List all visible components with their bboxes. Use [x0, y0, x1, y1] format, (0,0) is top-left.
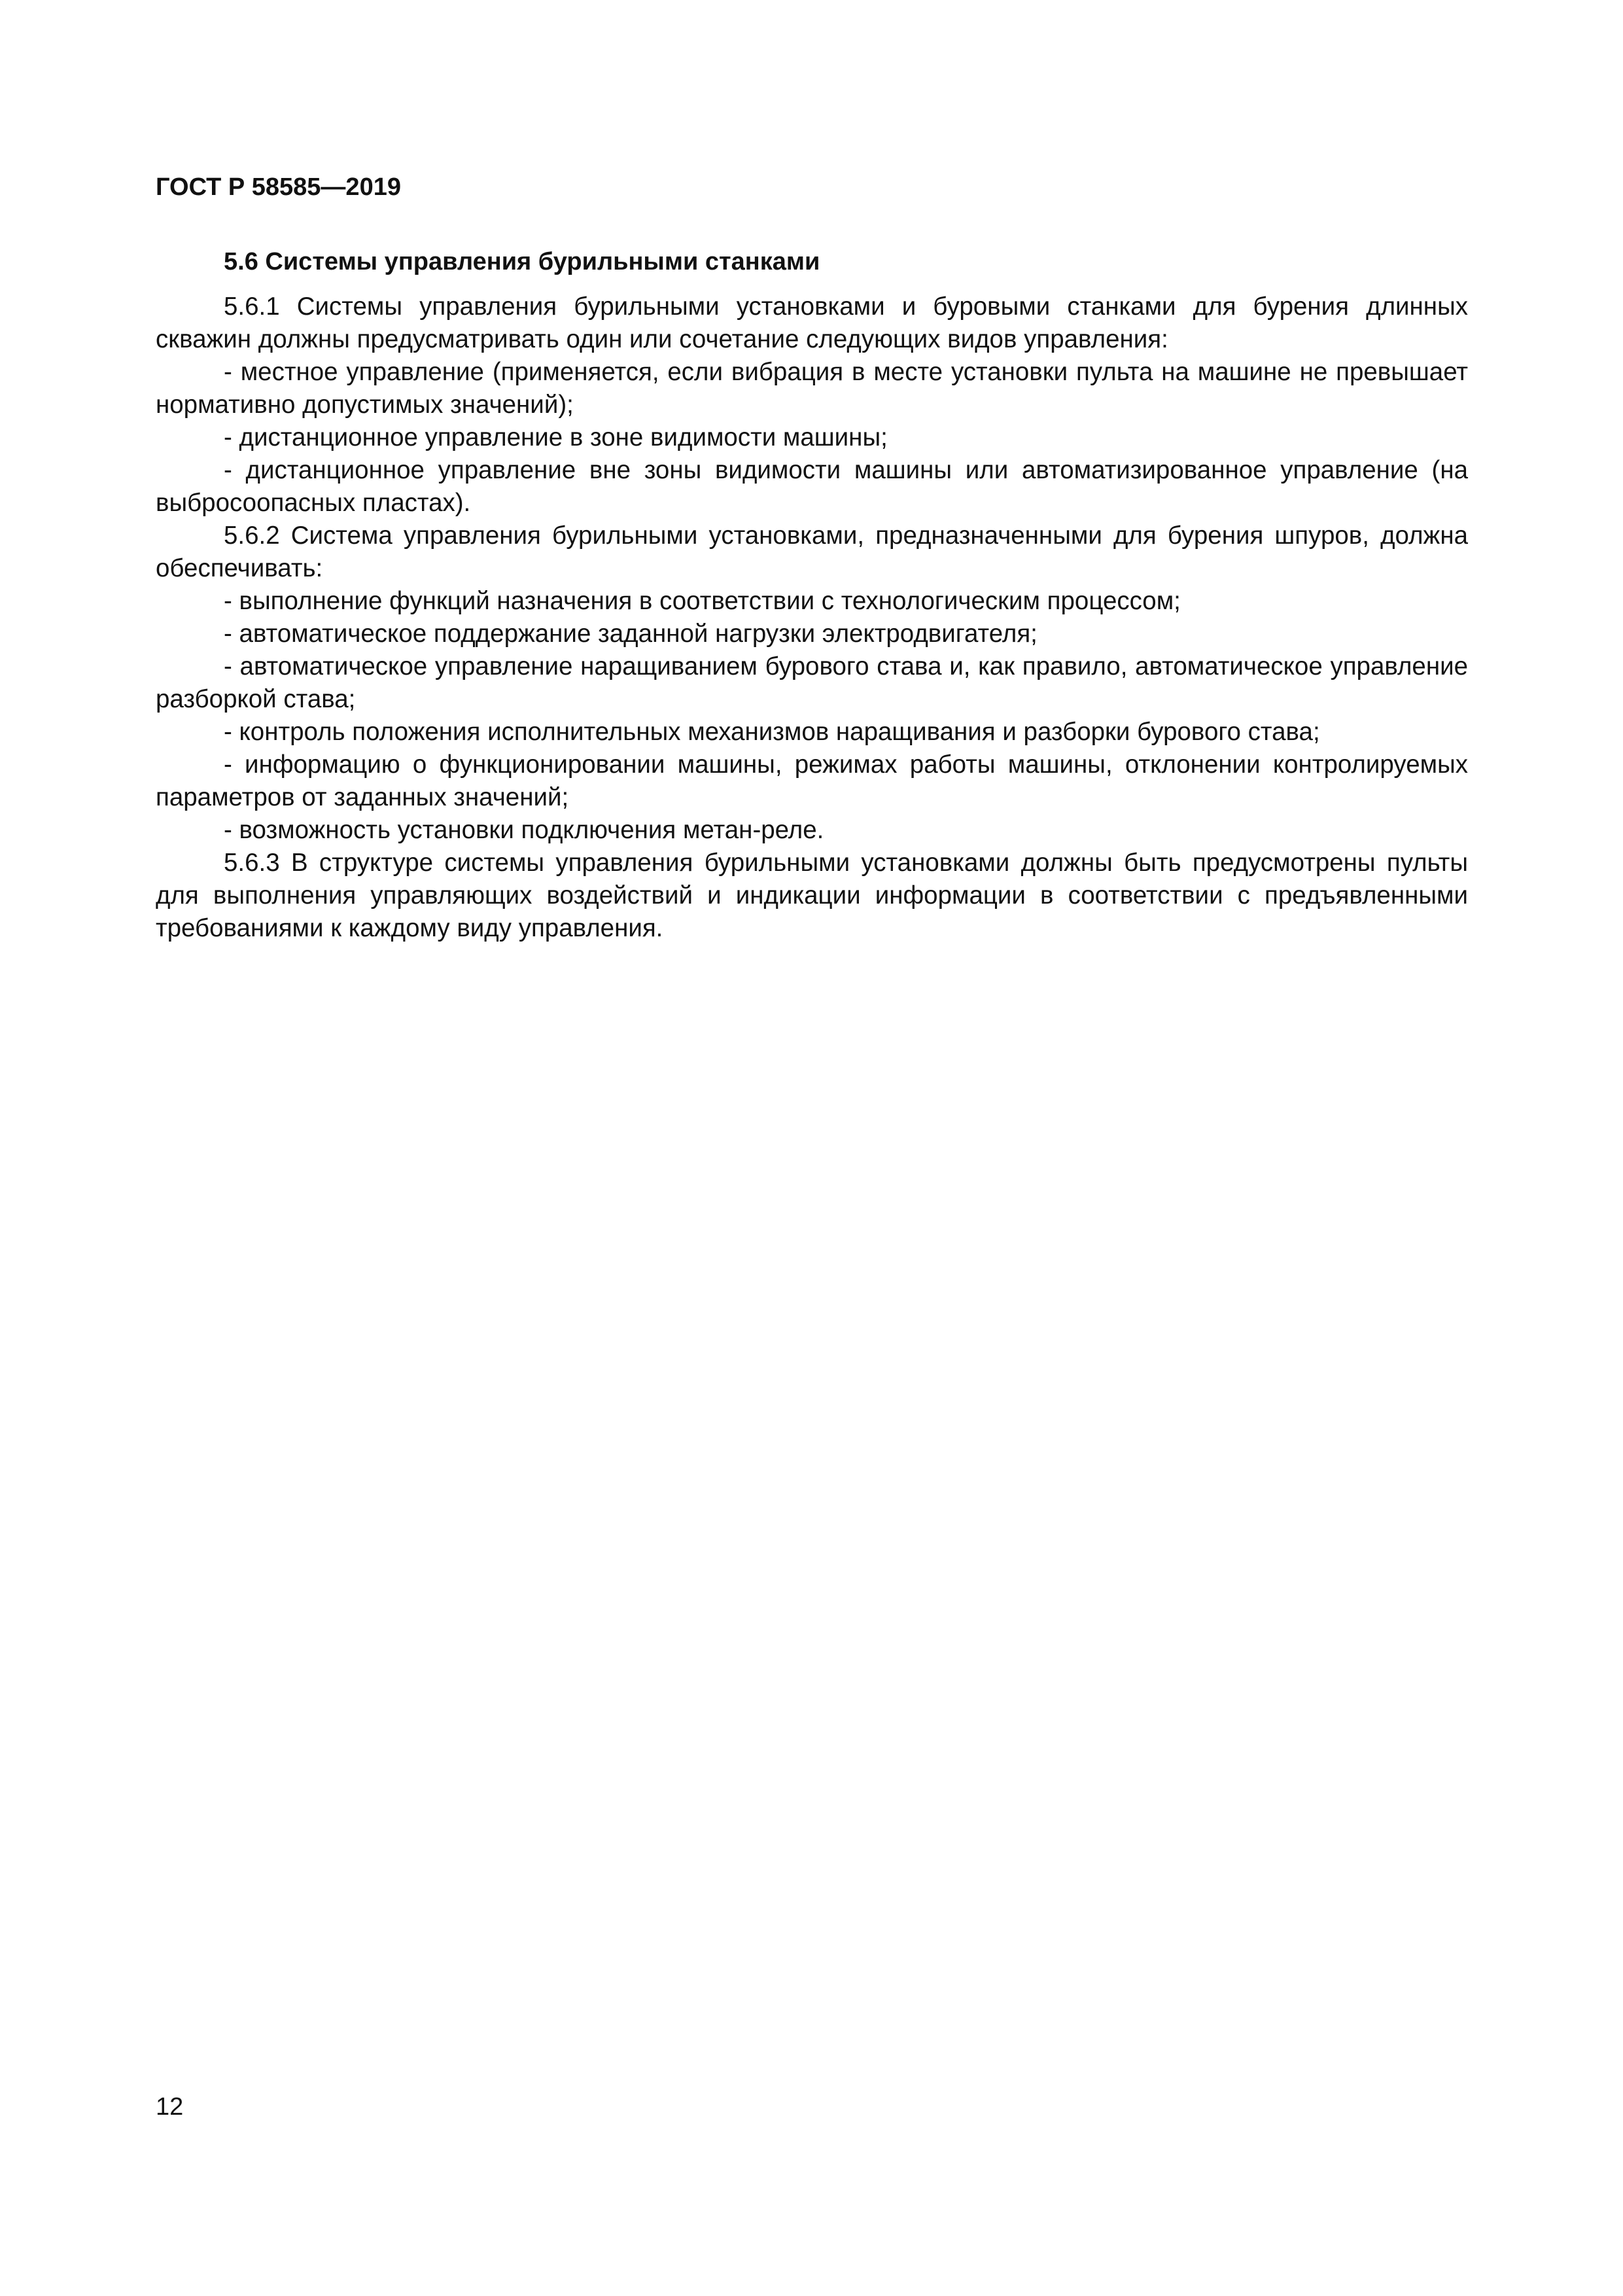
list-item: - местное управление (применяется, если вибрация в месте установки пульта на машине не превышает нормативно допустимых значений);: [156, 358, 1468, 419]
list-item: - информацию о функционировании машины, режимах работы машины, отклонении контролируемых параметров от заданных значений;: [156, 751, 1468, 811]
list-item: - автоматическое управление наращиванием бурового става и, как правило, автоматическое управление разборкой става;: [156, 652, 1468, 713]
list-item: - автоматическое поддержание заданной нагрузки электродвигателя;: [224, 620, 1038, 648]
document-designation: ГОСТ Р 58585—2019: [156, 173, 401, 201]
list-item: - возможность установки подключения метан-реле.: [224, 816, 824, 844]
list-item: - выполнение функций назначения в соответствии с технологическим процессом;: [224, 587, 1181, 615]
paragraph-5-6-2: 5.6.2 Система управления бурильными установками, предназначенными для бурения шпуров, должна обеспечивать:: [156, 521, 1468, 582]
list-item: - контроль положения исполнительных механизмов наращивания и разборки бурового става;: [224, 718, 1320, 746]
list-item: - дистанционное управление в зоне видимости машины;: [224, 423, 888, 451]
list-item: - дистанционное управление вне зоны видимости машины или автоматизированное управление (на выбросоопасных пластах).: [156, 456, 1468, 517]
paragraph-5-6-1: 5.6.1 Системы управления бурильными установками и буровыми станками для бурения длинных скважин должны предусматривать один или сочетание следующих видов управления:: [156, 292, 1468, 353]
section-title: 5.6 Системы управления бурильными станками: [224, 248, 820, 275]
document-body: [156, 246, 1468, 945]
page-number: 12: [156, 2093, 184, 2121]
paragraph-5-6-3: 5.6.3 В структуре системы управления бурильными установками должны быть предусмотрены пульты для выполнения управляющих воздействий и индикации информации в соответствии с предъявленными требованиями к каждому виду управления.: [156, 849, 1468, 942]
